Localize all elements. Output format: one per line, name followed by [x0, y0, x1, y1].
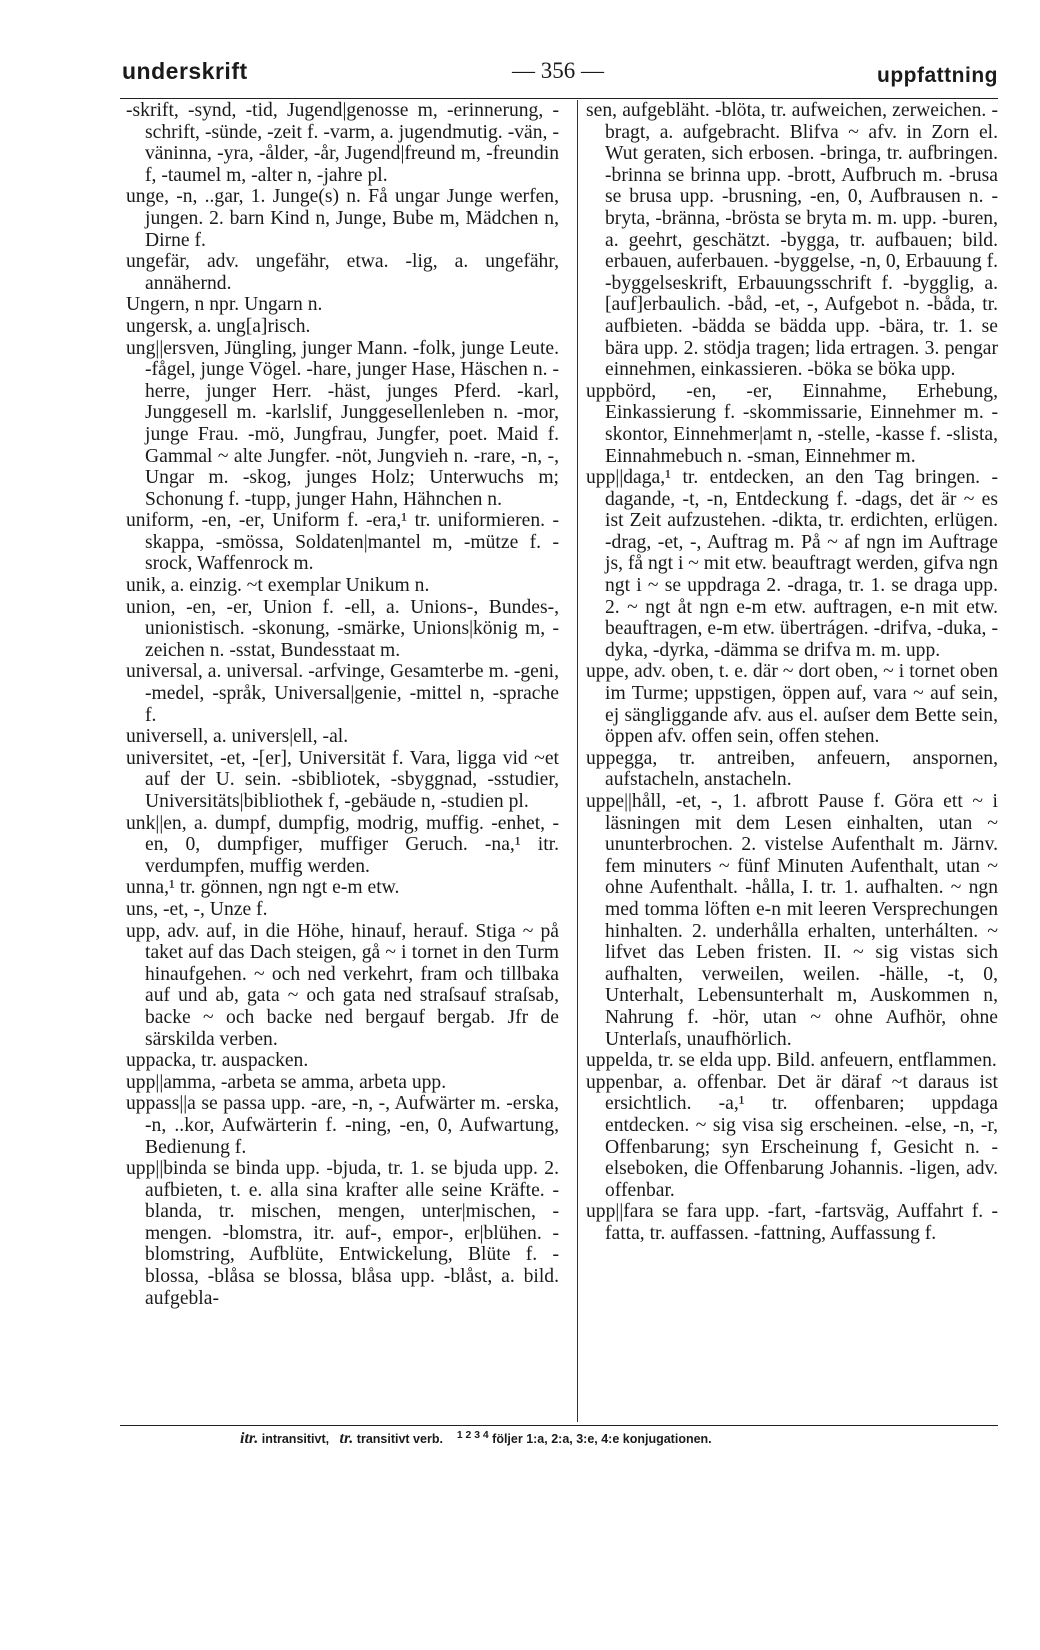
- dictionary-entry: upp||daga,¹ tr. entdecken, an den Tag bringen. -dagande, -t, -n, Entdeckung f. -dags, det är ~ es ist Zeit aufzustehen. -dikta, tr. erdichten, erlügen. -drag, -et, -, Auftrag m. På ~ af ngn im Auftrage js, få ngt i ~ mit etw. beauftragt werden, gifva ngn ngt i ~ se uppdraga 2. -draga, tr. 1. se draga upp. 2. ~ ngt åt ngn e-m etw. auftragen, e-n mit etw. beauftragen, e-m etw. übertrágen. -drifva, -duka, -dyka, -dyrka, -dämma se drifva m. m. upp.: [586, 467, 998, 661]
- dictionary-entry: ungefär, adv. ungefähr, etwa. -lig, a. ungefähr, annähernd.: [126, 251, 559, 294]
- footer-rule: [120, 1425, 998, 1426]
- dictionary-entry: unik, a. einzig. ~t exemplar Unikum n.: [126, 575, 430, 597]
- dictionary-entry: uppass||a se passa upp. -are, -n, -, Aufwärter m. -erska, -n, ..kor, Aufwärterin f. -ning, -en, 0, Aufwartung, Bedienung f.: [126, 1093, 559, 1158]
- dictionary-entry: sen, aufgebläht. -blöta, tr. aufweichen, zerweichen. -bragt, a. aufgebracht. Blifva ~ afv. in Zorn el. Wut geraten, sich erbosen. -bringa, tr. aufbringen. -brinna se brinna upp. -brott, Aufbruch m. -brusa se brusa upp. -brusning, -en, 0, Aufbrausen n. -bryta, -bränna, -brösta se bryta m. m. upp. -buren, a. geehrt, geschätzt. -bygga, tr. aufbauen; bild. erbauen, auferbauen. -byggelse, -n, 0, Erbauung f. -byggelseskrift, Erbauungsschrift f. -bygglig, a. [auf]erbaulich. -båd, -et, -, Aufgebot n. -båda, tr. aufbieten. -bädda se bädda upp. -bära, tr. 1. se bära upp. 2. stödja tragen; lida ertragen. 3. pengar einnehmen, einkassieren. -böka se böka upp.: [586, 100, 998, 381]
- footer-legend: [240, 1430, 1000, 1448]
- dictionary-entry: universell, a. univers|ell, -al.: [126, 726, 349, 748]
- dictionary-entry: unna,¹ tr. gönnen, ngn ngt e-m etw.: [126, 877, 400, 899]
- footer-itr-text: intransitivt,: [261, 1432, 330, 1447]
- dictionary-entry: uppbörd, -en, -er, Einnahme, Erhebung, Einkassierung f. -skommissarie, Einnehmer m. -skontor, Einnehmer|amt n, -stelle, -kasse f. -slista, Einnahmebuch n. -sman, Einnehmer m.: [586, 380, 998, 467]
- dictionary-entry: universitet, -et, -[er], Universität f. Vara, ligga vid ~et auf der U. sein. -sbibliotek, -sbyggnad, -sstudier, Universitäts|bibliothek f, -gebäude n, -studien pl.: [126, 747, 559, 812]
- running-headword-right: uppfattning: [877, 64, 998, 87]
- dictionary-entry: uppacka, tr. auspacken.: [126, 1050, 309, 1072]
- footer-tr-abbr: tr.: [339, 1430, 354, 1448]
- dictionary-entry: uppegga, tr. antreiben, anfeuern, anspornen, aufstacheln, anstacheln.: [586, 747, 998, 791]
- footer-tr-text: transitivt verb.: [356, 1432, 443, 1447]
- dictionary-entry: -skrift, -synd, -tid, Jugend|genosse m, -erinnerung, -schrift, -sünde, -zeit f. -varm, a. jugendmutig. -vän, -väninna, -yra, -ålder, -år, Jugend|freund m, -freundin f, -taumel m, -alter n, -jahre pl.: [126, 100, 559, 186]
- page-number: — 356 —: [512, 58, 604, 83]
- dictionary-entry: uppe||håll, -et, -, 1. afbrott Pause f. Göra ett ~ i läsningen mit dem Lesen einhalten, utan ~ ununterbrochen. 2. vistelse Aufenthalt m. Järnv. fem minuters ~ fünf Minuten Aufenthalt, utan ~ ohne Aufenthalt. -hålla, I. tr. 1. aufhalten. ~ ngn med tomma löften e-n mit leeren Versprechungen hinhalten. 2. underhålla erhalten, unterhálten. ~ lifvet das Leben fristen. II. ~ sig vistas sich aufhalten, verweilen, weilen. -hälle, -t, 0, Unterhalt, Lebensunterhalt m, Auskommen n, Nahrung f. -hör, utan ~ ohne Aufhör, ohne Unterlaſs, unaufhörlich.: [586, 791, 998, 1050]
- dictionary-entry: uns, -et, -, Unze f.: [126, 898, 268, 920]
- page-header: [118, 58, 998, 98]
- header-rule: [120, 98, 998, 99]
- dictionary-entry: uniform, -en, -er, Uniform f. -era,¹ tr. uniformieren. -skappa, -smössa, Soldaten|mantel m, -mütze f. -srock, Waffenrock m.: [126, 510, 559, 575]
- right-column: [586, 100, 998, 1422]
- dictionary-entry: upp||amma, -arbeta se amma, arbeta upp.: [126, 1071, 447, 1093]
- dictionary-entry: unge, -n, ..gar, 1. Junge(s) n. Få ungar Junge werfen, jungen. 2. barn Kind n, Junge, Bube m, Mädchen n, Dirne f.: [126, 186, 559, 251]
- column-divider: [577, 100, 578, 1422]
- dictionary-entry: ungersk, a. ung[a]risch.: [126, 315, 311, 337]
- dictionary-entry: uppelda, tr. se elda upp. Bild. anfeuern, entflammen.: [586, 1050, 997, 1072]
- dictionary-entry: union, -en, -er, Union f. -ell, a. Unions-, Bundes-, unionistisch. -skonung, -smärke, Unions|könig m, -zeichen n. -sstat, Bundesstaat m.: [126, 596, 559, 661]
- dictionary-entry: uppenbar, a. offenbar. Det är däraf ~t daraus ist ersichtlich. -a,¹ tr. offenbaren; uppdaga entdecken. ~ sig visa sig erscheinen. -else, -n, -r, Offenbarung; syn Erscheinung f, Gesicht n. -elseboken, die Offenbarung Johannis. -ligen, adv. offenbar.: [586, 1071, 998, 1201]
- dictionary-entry: ung||ersven, Jüngling, junger Mann. -folk, junge Leute. -fågel, junge Vögel. -hare, junger Hase, Häschen n. -herre, junger Herr. -häst, junges Pferd. -karl, Junggesell m. -karlslif, Junggesellenleben n. -mor, junge Frau. -mö, Jungfrau, Jungfer, poet. Maid f. Gammal ~ alte Jungfer. -nöt, Jungvieh n. -rare, -n, -, Ungar m. -skog, junges Holz; Unterwuchs m; Schonung f. -tupp, junger Hahn, Hähnchen n.: [126, 337, 559, 510]
- dictionary-entry: Ungern, n npr. Ungarn n.: [126, 294, 323, 316]
- footer-conjugation-marks: 1 2 3 4: [456, 1430, 489, 1441]
- dictionary-entry: unk||en, a. dumpf, dumpfig, modrig, muffig. -enhet, -en, 0, dumpfiger, muffiger Geruch. -na,¹ itr. verdumpfen, muffig werden.: [126, 812, 559, 877]
- left-column: [126, 100, 559, 1422]
- dictionary-entry: uppe, adv. oben, t. e. där ~ dort oben, ~ i tornet oben im Turme; uppstigen, öppen auf, vara ~ auf sein, ej sängliggande afv. aus el. auſser dem Bette sein, öppen afv. offen sein, offen stehen.: [586, 661, 998, 748]
- dictionary-entry: upp||fara se fara upp. -fart, -fartsväg, Auffahrt f. -fatta, tr. auffassen. -fattning, Auffassung f.: [586, 1201, 998, 1244]
- footer-itr-abbr: itr.: [240, 1430, 259, 1448]
- dictionary-entry: universal, a. universal. -arfvinge, Gesamterbe m. -geni, -medel, -språk, Universal|genie, -mittel n, -sprache f.: [126, 661, 559, 726]
- dictionary-entry: upp||binda se binda upp. -bjuda, tr. 1. se bjuda upp. 2. aufbieten, t. e. alla sina krafter alle seine Kräfte. -blanda, tr. mischen, mengen, unter|mischen, -mengen. -blomstra, itr. auf-, empor-, er|blühen. -blomstring, Aufblüte, Entwickelung, Blüte f. -blossa, -blåsa se blossa, blåsa upp. -blåst, a. bild. aufgebla-: [126, 1158, 559, 1309]
- footer-conjugation-text: följer 1:a, 2:a, 3:e, 4:e konjugationen.: [492, 1432, 712, 1447]
- dictionary-entry: upp, adv. auf, in die Höhe, hinauf, herauf. Stiga ~ på taket auf das Dach steigen, gå ~ i tornet in den Turm hinaufgehen. ~ och ned verkehrt, fram och tillbaka auf und ab, gata ~ och gata ned straſsauf straſsab, backe ~ och backe ned bergauf bergab. Jfr de särskilda verben.: [126, 920, 559, 1050]
- running-headword-left: underskrift: [122, 58, 248, 84]
